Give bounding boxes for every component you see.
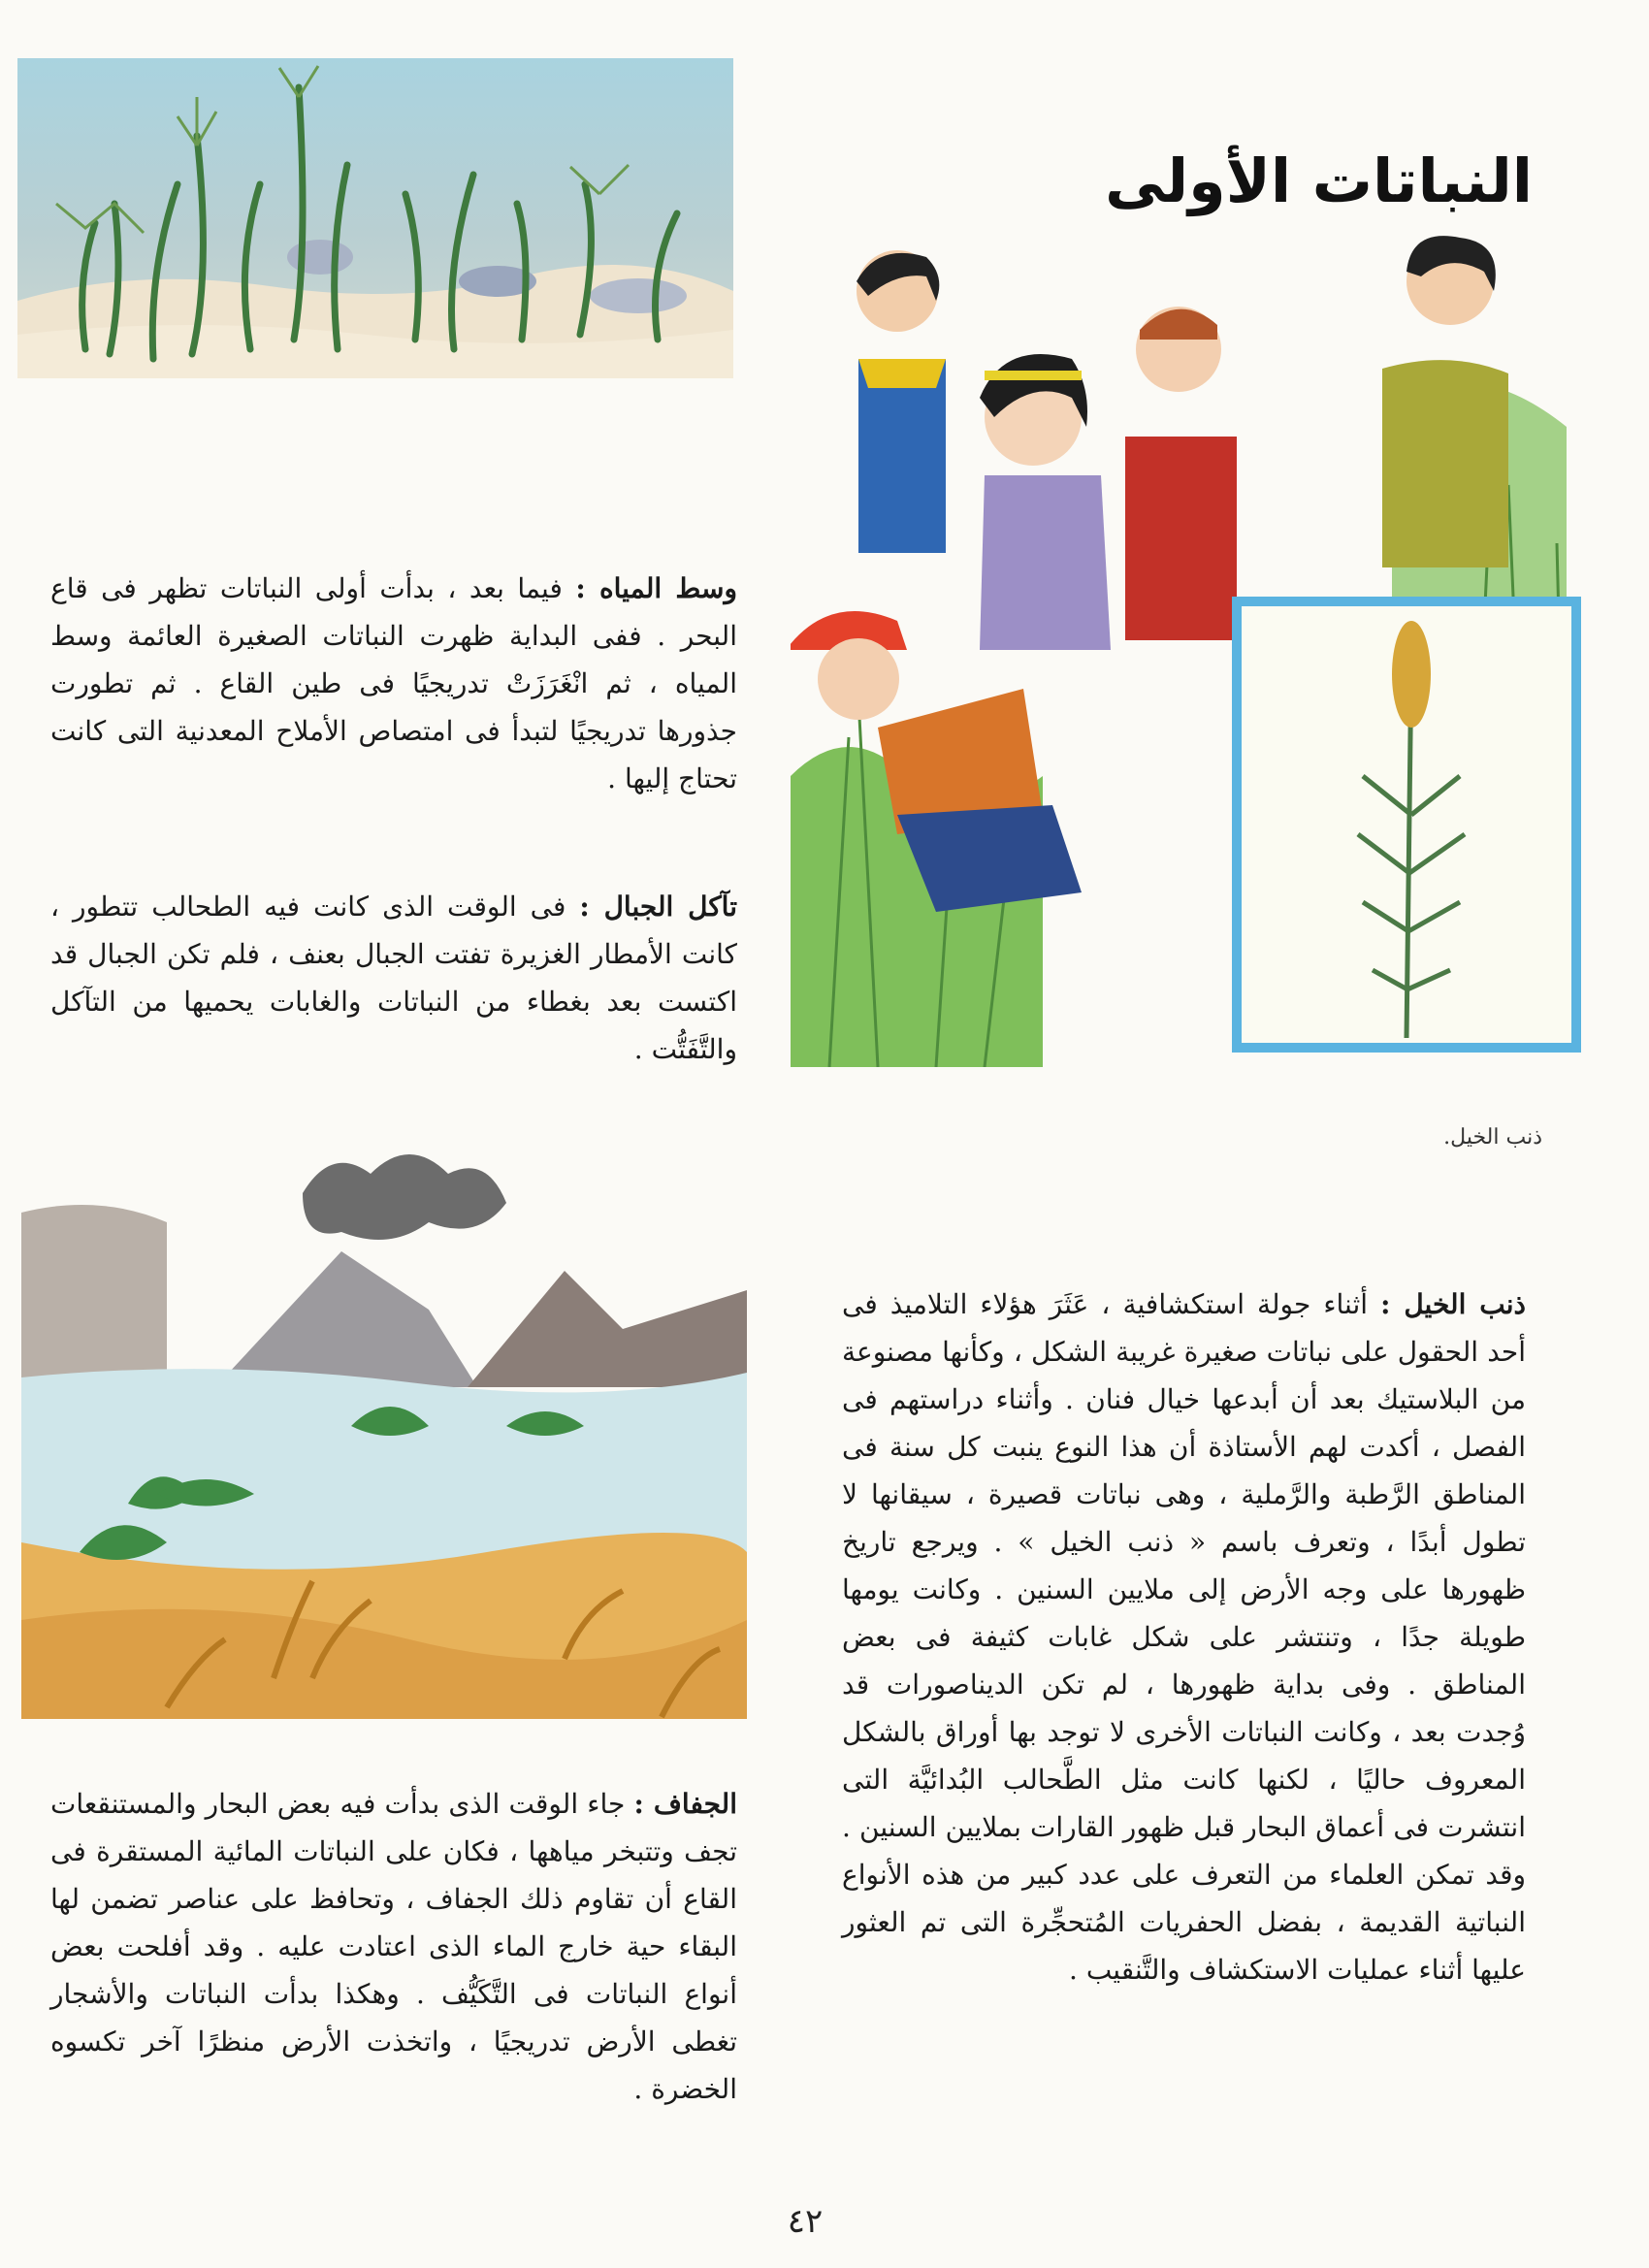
section-water [50,565,737,802]
underwater-plants-illustration [17,58,733,378]
page-number: ٤٢ [787,2202,824,2241]
page-title: النباتات الأولى [1105,146,1533,216]
section-horsetail-text: أثناء جولة استكشافية ، عَثَرَ هؤلاء التلاميذ فى أحد الحقول على نباتات صغيرة غريبة الشكل ، وكأنها مصنوعة من البلاستيك بعد أن أبدعها خيال فنان . وأثناء دراستهم فى الفصل ، أكدت لهم الأستاذة أن هذا النوع ينبت كل سنة فى المناطق الرَّطبة والرَّملية ، وهى نباتات قصيرة ، سيقانها لا تطول أبدًا ، وتعرف باسم « ذنب الخيل » . ويرجع تاريخ ظهورها على وجه الأرض إلى ملايين السنين . وكانت يومها طويلة جدًا ، وتنتشر على شكل غابات كثيفة فى بعض المناطق . وفى بداية ظهورها ، لم تكن الديناصورات قد وُجدت بعد ، وكانت النباتات الأخرى لا توجد بها أوراق بالشكل المعروف حاليًا ، لكنها كانت مثل الطَّحالب البُدائيَّة التى انتشرت فى أعماق البحار قبل ظهور القارات بملايين السنين . وقد تمكن العلماء من التعرف على عدد كبير من هذه الأنواع النباتية القديمة ، بفضل الحفريات المُتحجِّرة التى تم العثور عليها أثناء عمليات الاستكشاف والتَّنقيب . [842,1288,1526,1986]
section-drought [50,1780,737,2113]
image-caption: ذنب الخيل. [1443,1125,1542,1150]
drought-landscape-illustration [21,1135,747,1719]
section-horsetail-heading: ذنب الخيل : [1380,1288,1526,1320]
section-water-text: فيما بعد ، بدأت أولى النباتات تظهر فى قاع البحر . ففى البداية ظهرت النباتات الصغيرة العائمة وسط المياه ، ثم انْغَرَزَتْ تدريجيًا فى طين القاع . ثم تطورت جذورها تدريجيًا لتبدأ فى امتصاص الأملاح المعدنية التى كانت تحتاج إليها . [50,572,737,794]
section-erosion-text: فى الوقت الذى كانت فيه الطحالب تتطور ، كانت الأمطار الغزيرة تفتت الجبال بعنف ، فلم تكن الجبال قد اكتست بعد بغطاء من النباتات والغابات يحميها من التآكل والتَّفَتُّت . [50,891,737,1065]
section-horsetail [842,1280,1526,1993]
section-erosion [50,883,737,1073]
section-erosion-heading: تآكل الجبال : [579,891,737,923]
section-water-heading: وسط المياه : [575,572,737,604]
children-field-illustration [791,233,1615,1067]
section-drought-heading: الجفاف : [633,1788,737,1820]
section-drought-text: جاء الوقت الذى بدأت فيه بعض البحار والمستنقعات تجف وتتبخر مياهها ، فكان على النباتات المائية المستقرة فى القاع أن تقاوم ذلك الجفاف ، وتحافظ على عناصر تضمن لها البقاء حية خارج الماء الذى اعتادت عليه . وقد أفلحت بعض أنواع النباتات فى التَّكَيُّف . وهكذا بدأت النباتات والأشجار تغطى الأرض تدريجيًا ، واتخذت الأرض منظرًا آخر تكسوه الخضرة . [50,1788,737,2105]
